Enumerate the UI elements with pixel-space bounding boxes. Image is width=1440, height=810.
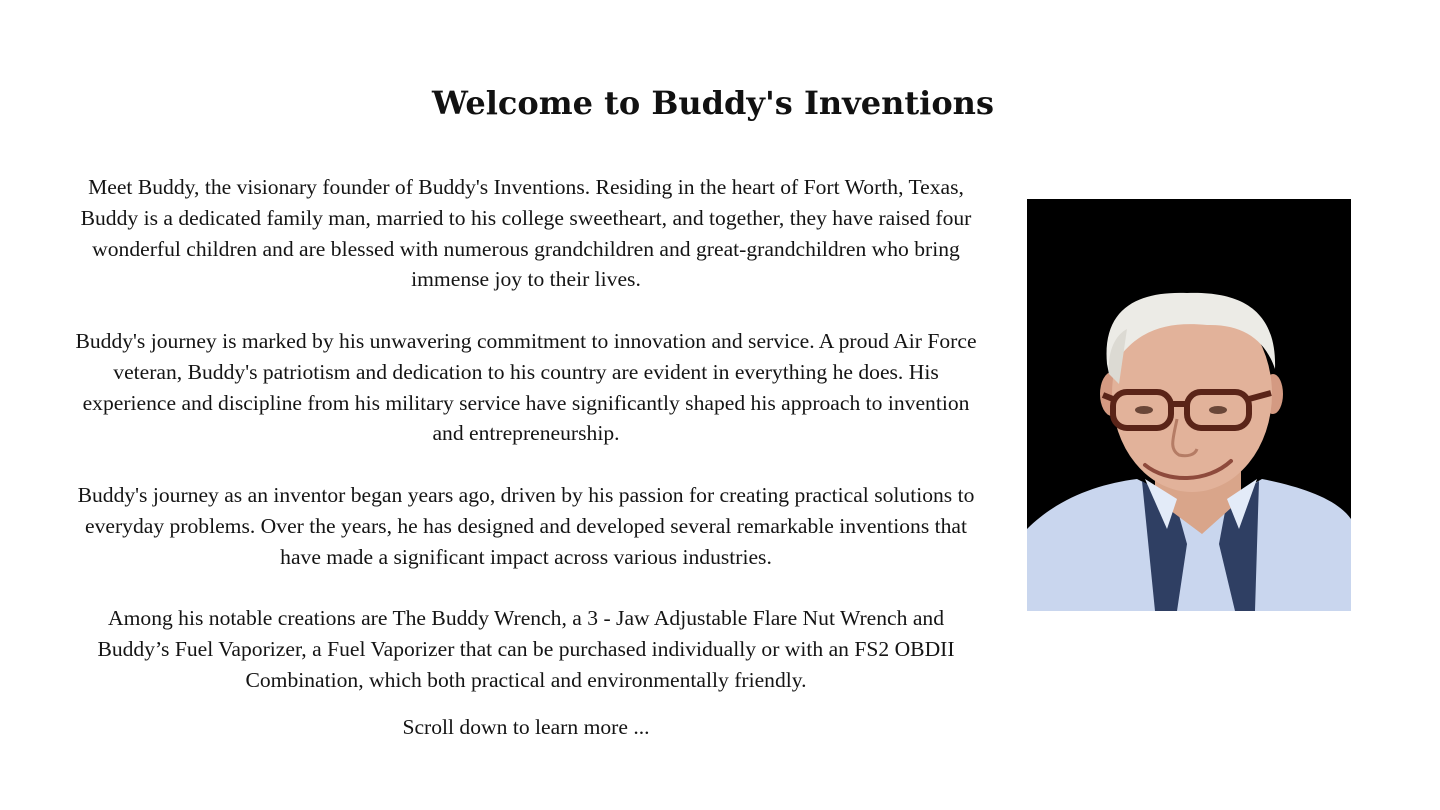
- intro-paragraph-1: Meet Buddy, the visionary founder of Buddy's Inventions. Residing in the heart of Fort Worth, Texas, Buddy is a dedicated family man, married to his college sweetheart, and together, they have raised four wonderful children and are blessed with numerous grandchildren and great-grandchildren who bring immense joy to their lives.: [80, 175, 972, 292]
- intro-text: [70, 172, 982, 742]
- intro-paragraph-4: Among his notable creations are The Buddy Wrench, a 3 - Jaw Adjustable Flare Nut Wrench and Buddy’s Fuel Vaporizer, a Fuel Vaporizer that can be purchased individually or with an FS2 OBDII Combination, which both practical and environmentally friendly.: [97, 606, 955, 692]
- page-title: Welcome to Buddy's Inventions: [432, 84, 994, 122]
- intro-paragraph-2: Buddy's journey is marked by his unwavering commitment to innovation and service. A proud Air Force veteran, Buddy's patriotism and dedication to his country are evident in everything he does. His experience and discipline from his military service have significantly shaped his approach to invention and entrepreneurship.: [75, 328, 977, 446]
- founder-portrait-illustration: [1027, 199, 1351, 611]
- scroll-hint: Scroll down to learn more ...: [402, 714, 650, 739]
- intro-paragraph-3: Buddy's journey as an inventor began years ago, driven by his passion for creating practical solutions to everyday problems. Over the years, he has designed and developed several remarkable inventions that have made a significant impact across various industries.: [77, 482, 975, 569]
- founder-photo: [1027, 199, 1351, 611]
